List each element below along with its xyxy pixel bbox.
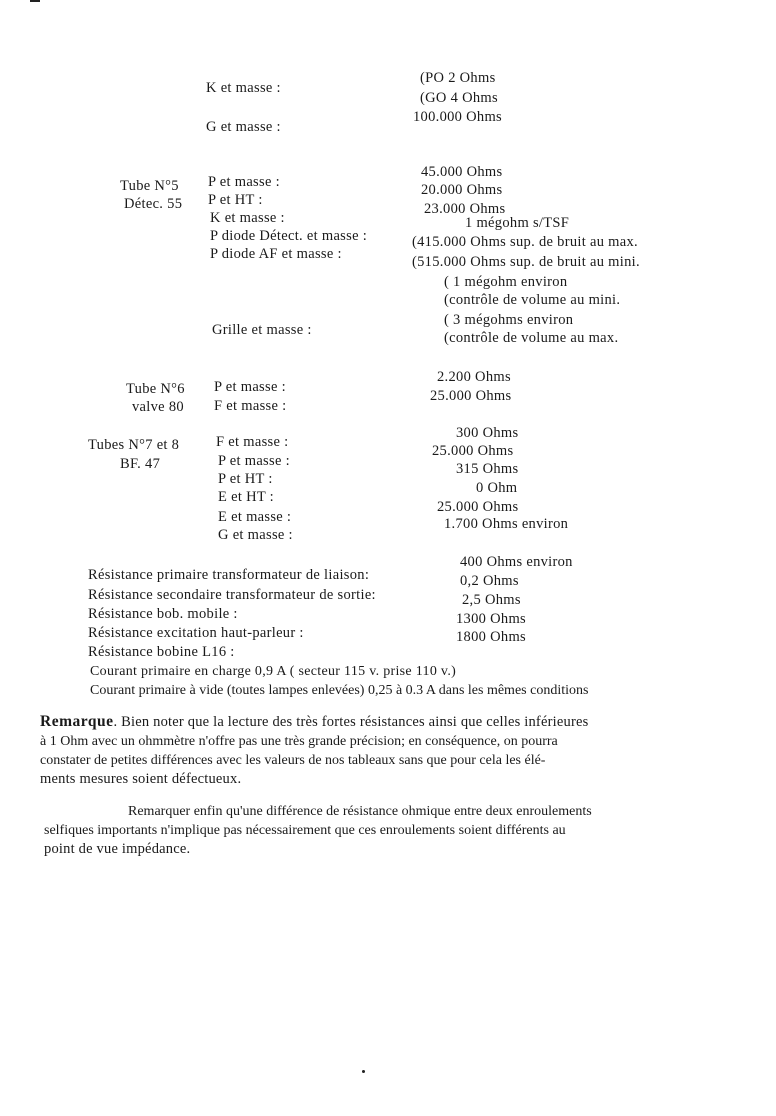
tube78-row-value: 0 Ohm <box>476 480 518 496</box>
tube78-title: Tubes N°7 et 8 <box>88 437 180 453</box>
tube5-extra: ( 1 mégohm environ <box>444 274 568 290</box>
tube5-title: Tube N°5 <box>120 178 179 194</box>
tube6-title: Tube N°6 <box>126 381 185 397</box>
tube5-row-label: K et masse : <box>210 210 285 226</box>
tube78-row-label: G et masse : <box>218 527 293 543</box>
remarque-line: à 1 Ohm avec un ohmmètre n'offre pas une très grande précision; en conséquence, on pourra <box>40 734 558 749</box>
resist-label: Résistance primaire transformateur de liaison: <box>88 567 370 583</box>
courant-charge: Courant primaire en charge 0,9 A ( secteur 115 v. prise 110 v.) <box>90 664 457 679</box>
remarque-paragraph <box>40 712 760 789</box>
tube5-row-value: 45.000 Ohms <box>421 164 503 180</box>
resist-value: 400 Ohms environ <box>460 554 573 570</box>
tube78-row-value: 25.000 Ohms <box>432 443 514 459</box>
resist-value: 2,5 Ohms <box>462 592 521 608</box>
tube6-row-label: P et masse : <box>214 379 286 395</box>
remarque-line: constater de petites différences avec les valeurs de nos tableaux sans que pour cela les élé- <box>40 753 546 768</box>
remarque2-paragraph <box>44 802 764 859</box>
resist-value: 1800 Ohms <box>456 629 526 645</box>
resist-label: Résistance bob. mobile : <box>88 606 238 622</box>
tube5-row-label: P diode Détect. et masse : <box>210 228 368 244</box>
resist-value: 1300 Ohms <box>456 611 526 627</box>
tube6-subtitle: valve 80 <box>132 399 184 415</box>
tube78-row-value: 300 Ohms <box>456 425 519 441</box>
corner-mark <box>30 0 40 2</box>
tube78-row-label: F et masse : <box>216 434 289 450</box>
tube78-subtitle: BF. 47 <box>120 456 161 472</box>
tube5-extra: (contrôle de volume au mini. <box>444 292 621 308</box>
resist-label: Résistance secondaire transformateur de sortie: <box>88 587 376 603</box>
tube6-row-value: 2.200 Ohms <box>437 369 511 385</box>
remarque2-line: selfiques importants n'implique pas nécessairement que ces enroulements soient différents au <box>44 823 566 838</box>
tube78-row-label: E et HT : <box>218 489 274 505</box>
tube5-row-label: P et HT : <box>208 192 263 208</box>
tube5-extra: ( 3 mégohms environ <box>444 312 574 328</box>
page-dot <box>362 1070 365 1073</box>
tube5-row-label: P diode AF et masse : <box>210 246 342 262</box>
tube6-row-value: 25.000 Ohms <box>430 388 512 404</box>
tube6-row-label: F et masse : <box>214 398 287 414</box>
remarque-line: . Bien noter que la lecture des très fortes résistances ainsi que celles inférieures <box>113 714 589 730</box>
tube5-row-label: P et masse : <box>208 174 280 190</box>
g-masse-value: 100.000 Ohms <box>413 109 502 125</box>
grille-masse-label: Grille et masse : <box>212 322 312 338</box>
tube5-extra: (515.000 Ohms sup. de bruit au mini. <box>412 254 640 270</box>
k-masse-value-go: (GO 4 Ohms <box>420 90 498 106</box>
resist-value: 0,2 Ohms <box>460 573 519 589</box>
tube78-row-label: P et masse : <box>218 453 290 469</box>
tube78-row-label: P et HT : <box>218 471 273 487</box>
remarque2-line: Remarquer enfin qu'une différence de résistance ohmique entre deux enroulements <box>128 804 592 819</box>
tube78-row-value: 315 Ohms <box>456 461 519 477</box>
remarque-title: Remarque <box>40 713 114 730</box>
tube78-row-value: 25.000 Ohms <box>437 499 519 515</box>
tube5-extra: (contrôle de volume au max. <box>444 330 619 346</box>
tube5-row-value: (415.000 Ohms sup. de bruit au max. <box>412 234 638 250</box>
tube5-subtitle: Détec. 55 <box>124 196 183 212</box>
k-masse-label: K et masse : <box>206 80 281 96</box>
remarque2-line: point de vue impédance. <box>44 841 191 857</box>
resist-label: Résistance bobine L16 : <box>88 644 235 660</box>
resist-label: Résistance excitation haut-parleur : <box>88 625 304 641</box>
g-masse-label: G et masse : <box>206 119 281 135</box>
remarque-line: ments mesures soient défectueux. <box>40 771 242 787</box>
tube5-row-value: 1 mégohm s/TSF <box>465 215 570 231</box>
tube78-row-value: 1.700 Ohms environ <box>444 516 569 532</box>
tube5-row-value: 23.000 Ohms <box>424 201 506 217</box>
tube5-row-value: 20.000 Ohms <box>421 182 503 198</box>
courant-vide: Courant primaire à vide (toutes lampes enlevées) 0,25 à 0.3 A dans les mêmes conditions <box>90 683 589 698</box>
k-masse-value-po: (PO 2 Ohms <box>420 70 496 86</box>
tube78-row-label: E et masse : <box>218 509 292 525</box>
